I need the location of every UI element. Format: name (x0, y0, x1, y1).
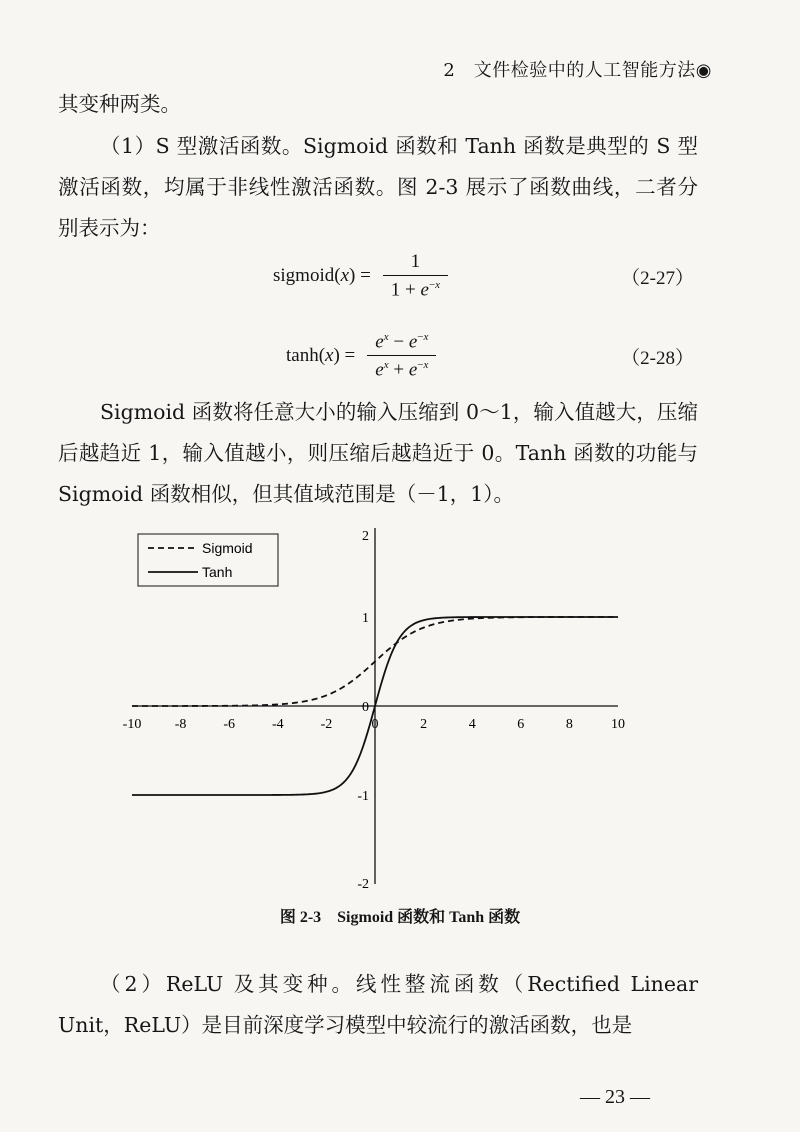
x-tick-label: 4 (468, 717, 476, 732)
running-header: 2 文件检验中的人工智能方法◉ (443, 60, 712, 81)
equation-tanh (58, 326, 698, 386)
y-tick-label: 0 (362, 700, 369, 715)
x-tick-label: -4 (271, 717, 284, 732)
equation-sigmoid-denominator: $1 + e^{-x}$ (383, 275, 448, 301)
equation-tanh-numerator: $e^x - e^{-x}$ (375, 330, 429, 352)
legend-label-tanh: Tanh (202, 564, 233, 580)
x-tick-label: 10 (611, 717, 625, 732)
y-tick-label: -1 (357, 789, 369, 804)
equation-sigmoid-lhs: sigmoid(x) = (273, 265, 371, 286)
x-tick-label: -8 (174, 717, 187, 732)
equation-sigmoid-numerator: 1 (410, 250, 421, 272)
x-tick-label: -6 (223, 717, 236, 732)
legend-label-sigmoid: Sigmoid (202, 540, 253, 556)
equation-number: （2-28） (621, 348, 694, 369)
x-tick-label: 2 (420, 717, 428, 732)
figure-chart (108, 518, 628, 898)
paragraph-1: 其变种两类。 (58, 92, 181, 116)
equation-sigmoid (58, 246, 698, 306)
equation-tanh-denominator: $e^x + e^{-x}$ (367, 355, 436, 381)
sigmoid-tanh-chart (108, 518, 628, 898)
page-number: — 23 — (580, 1086, 650, 1108)
paragraph-3: Sigmoid 函数将任意大小的输入压缩到 0～1，输入值越大，压缩后越趋近 1，输入值越小，则压缩后越趋近于 0。Tanh 函数的功能与 Sigmoid 函数相似，但其值域范围是（－1，1）。 (58, 400, 698, 506)
x-tick-label: 8 (565, 717, 573, 732)
x-tick-label: -10 (122, 717, 142, 732)
y-tick-label: 2 (362, 529, 369, 544)
x-tick-label: -2 (320, 717, 333, 732)
equation-number: （2-27） (621, 268, 694, 289)
equation-tanh-lhs: tanh(x) = (286, 345, 356, 366)
x-tick-label: 6 (517, 717, 525, 732)
paragraph-4: （2）ReLU 及其变种。线性整流函数（Rectified Linear Unit，ReLU）是目前深度学习模型中较流行的激活函数，也是 (58, 972, 698, 1037)
y-tick-label: 1 (362, 611, 369, 626)
y-tick-label: -2 (357, 877, 369, 892)
figure-caption: 图 2-3 Sigmoid 函数和 Tanh 函数 (279, 909, 521, 926)
paragraph-2: （1）S 型激活函数。Sigmoid 函数和 Tanh 函数是典型的 S 型激活函数，均属于非线性激活函数。图 2-3 展示了函数曲线，二者分别表示为： (58, 134, 698, 240)
x-tick-label: 0 (371, 717, 379, 732)
